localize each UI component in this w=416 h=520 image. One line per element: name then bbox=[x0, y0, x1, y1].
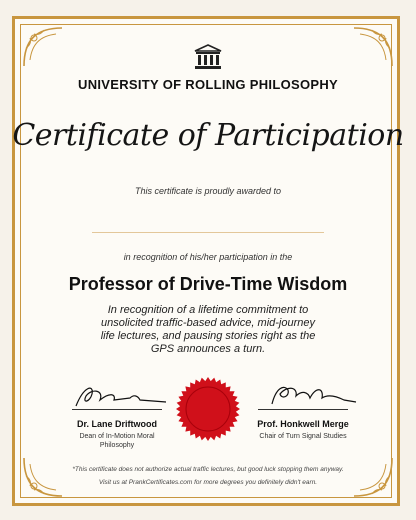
institution-columns-icon bbox=[193, 44, 223, 70]
signature-right bbox=[258, 380, 362, 410]
signer-title-left: Dean of In-Motion Moral Philosophy bbox=[79, 433, 155, 449]
degree-title: Professor of Drive-Time Wisdom bbox=[68, 274, 348, 294]
awarded-text: This certificate is proudly awarded to bbox=[134, 186, 282, 196]
corner-ornament-bottom-right bbox=[352, 456, 394, 498]
signer-name-right: Prof. Honkwell Merge bbox=[257, 419, 349, 429]
recognition-text: in recognition of his/her participation in the bbox=[123, 252, 293, 262]
university-name: UNIVERSITY OF ROLLING PHILOSOPHY bbox=[78, 77, 338, 92]
signature-left bbox=[70, 380, 174, 410]
website-footer-text: Visit us at PrankCertificates.com for more degrees you definitely didn't earn. bbox=[98, 479, 318, 486]
red-wax-seal bbox=[175, 376, 241, 442]
degree-description: In recognition of a lifetime commitment to unsolicited traffic-based advice, mid-journey life lectures, and pausing stories right as the GPS announces a turn. bbox=[100, 304, 316, 355]
corner-ornament-top-left bbox=[22, 26, 64, 68]
recipient-name-line bbox=[92, 232, 324, 233]
corner-ornament-top-right bbox=[352, 26, 394, 68]
signature-line-right bbox=[258, 409, 348, 410]
corner-ornament-bottom-left bbox=[22, 456, 64, 498]
certificate-title: Certificate of Participation bbox=[12, 118, 404, 153]
signer-title-right: Chair of Turn Signal Studies bbox=[259, 433, 347, 440]
signer-name-left: Dr. Lane Driftwood bbox=[76, 419, 157, 429]
disclaimer-text: *This certificate does not authorize actual traffic lectures, but good luck stopping them anyway. bbox=[72, 466, 344, 473]
signature-line-left bbox=[72, 409, 162, 410]
